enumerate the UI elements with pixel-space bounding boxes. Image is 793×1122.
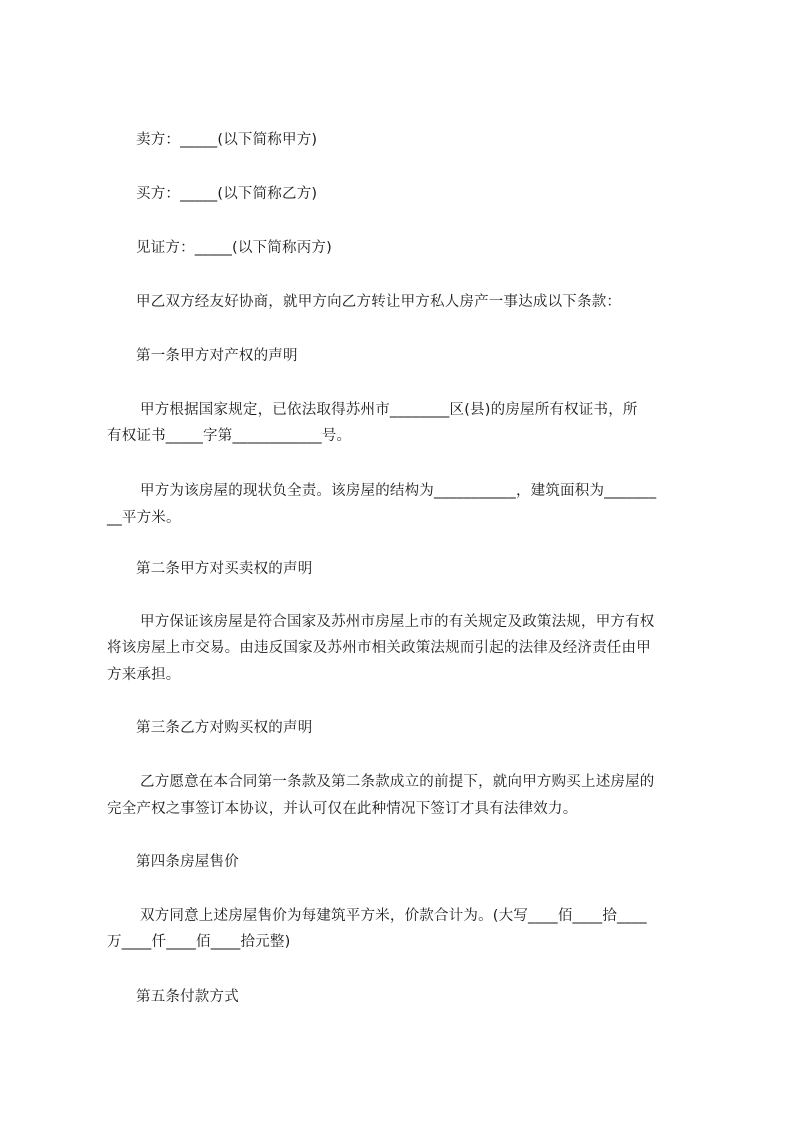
article-2-paragraph-line-1: 甲方保证该房屋是符合国家及苏州市房屋上市的有关规定及政策法规，甲方有权 — [140, 614, 655, 630]
article-1-paragraph-2-line-1: 甲方为该房屋的现状负全责。该房屋的结构为___________，建筑面积为_______ — [140, 483, 657, 499]
article-4-heading: 第四条房屋售价 — [136, 854, 239, 870]
article-1-paragraph-2-line-2: __平方米。 — [107, 510, 181, 526]
seller-line: 卖方：_____(以下简称甲方) — [136, 132, 318, 148]
article-2-heading: 第二条甲方对买卖权的声明 — [136, 561, 313, 577]
article-3-paragraph-line-1: 乙方愿意在本合同第一条款及第二条款成立的前提下，就向甲方购买上述房屋的 — [140, 774, 655, 790]
article-1-paragraph-1-line-1: 甲方根据国家规定，已依法取得苏州市________区(县)的房屋所有权证书，所 — [140, 402, 638, 418]
article-4-paragraph-line-1: 双方同意上述房屋售价为每建筑平方米，价款合计为。(大写____佰____拾____ — [140, 908, 647, 924]
article-2-paragraph-line-3: 方来承担。 — [107, 667, 181, 683]
article-3-heading: 第三条乙方对购买权的声明 — [136, 720, 313, 736]
article-1-paragraph-1-line-2: 有权证书_____字第____________号。 — [107, 428, 352, 444]
article-2-paragraph-line-2: 将该房屋上市交易。由违反国家及苏州市相关政策法规而引起的法律及经济责任由甲 — [107, 640, 651, 656]
intro-paragraph: 甲乙双方经友好协商，就甲方向乙方转让甲方私人房产一事达成以下条款： — [136, 294, 622, 310]
article-3-paragraph-line-2: 完全产权之事签订本协议，并认可仅在此种情况下签订才具有法律效力。 — [107, 801, 578, 817]
witness-line: 见证方：_____(以下简称丙方) — [136, 240, 332, 256]
article-1-heading: 第一条甲方对产权的声明 — [136, 348, 298, 364]
article-4-paragraph-line-2: 万____仟____佰____拾元整) — [107, 934, 291, 950]
article-5-heading: 第五条付款方式 — [136, 989, 239, 1005]
buyer-line: 买方：_____(以下简称乙方) — [136, 186, 318, 202]
